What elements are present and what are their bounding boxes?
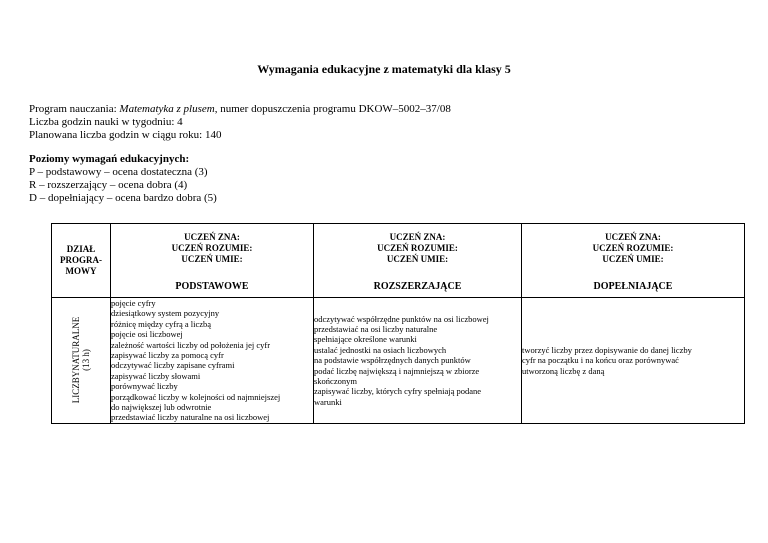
list-item: odczytywać współrzędne punktów na osi liczbowej: [314, 313, 489, 324]
page-title: Wymagania edukacyjne z matematyki dla klasy 5: [257, 62, 511, 76]
program-name: Matematyka z plusem: [119, 103, 215, 115]
list-item: utworzoną liczbę z daną: [522, 365, 605, 376]
list-item: różnicę między cyfrą a liczbą: [111, 318, 212, 329]
zna-line: UCZEŃ ROZUMIE:: [377, 242, 458, 253]
list-item: podać liczbę największą i najmniejszą w zbiorze: [314, 365, 480, 376]
list-item: skończonym: [314, 376, 357, 387]
zna-line: UCZEŃ UMIE:: [602, 253, 664, 264]
section-label: [71, 317, 91, 404]
list-item: do największej lub odwrotnie: [111, 402, 212, 413]
dzial-line: PROGRA-: [60, 255, 102, 265]
podstawowe-cell: [111, 298, 314, 424]
zna-block: [522, 228, 744, 265]
header-podstawowe: [111, 224, 314, 298]
level-item: P – podstawowy – ocena dostateczna (3): [29, 166, 208, 178]
section-cell: [52, 298, 111, 424]
list-item: zapisywać liczby, których cyfry spełniają podane: [314, 386, 482, 397]
list-item: porządkować liczby w kolejności od najmniejszej: [111, 391, 281, 402]
list-item: pojęcie osi liczbowej: [111, 329, 183, 340]
hours-year: Planowana liczba godzin w ciągu roku: 140: [29, 129, 222, 141]
levels-heading: Poziomy wymagań edukacyjnych:: [29, 153, 190, 165]
list-item: cyfr na początku i na końcu oraz porównywać: [522, 355, 679, 366]
zna-line: UCZEŃ ZNA:: [605, 231, 661, 242]
level-label: ROZSZERZAJĄCE: [373, 280, 462, 292]
list-item: spełniające określone warunki: [314, 334, 417, 345]
dzial-header: [52, 224, 111, 298]
list-item: przedstawiać na osi liczby naturalne: [314, 324, 438, 335]
list-item: odczytywać liczby zapisane cyframi: [111, 360, 235, 371]
header-dopelniajace: [522, 224, 745, 298]
zna-line: UCZEŃ UMIE:: [386, 253, 449, 264]
dzial-line: DZIAŁ: [66, 244, 96, 254]
list-item: tworzyć liczby przez dopisywanie do danej liczby: [522, 344, 692, 355]
zna-line: UCZEŃ ZNA:: [389, 231, 446, 242]
program-line: [29, 103, 451, 116]
program-info: [29, 103, 451, 142]
section-hours: (13 h): [81, 349, 91, 372]
zna-line: UCZEŃ UMIE:: [181, 253, 243, 264]
list-item: zapisywać liczby słowami: [111, 370, 201, 381]
requirements-table: [51, 223, 745, 424]
list-item: na podstawie współrzędnych danych punktów: [314, 355, 471, 366]
zna-block: [111, 228, 313, 265]
dopelniajace-cell: [522, 298, 745, 424]
hours-week: Liczba godzin nauki w tygodniu: 4: [29, 116, 183, 128]
table-row: [52, 298, 745, 424]
level-item: D – dopełniający – ocena bardzo dobra (5): [29, 192, 217, 204]
level-label: PODSTAWOWE: [175, 280, 249, 292]
list-item: przedstawiać liczby naturalne na osi liczbowej: [111, 412, 270, 423]
rozszerzajace-cell: [314, 298, 522, 424]
list-item: dziesiątkowy system pozycyjny: [111, 308, 220, 319]
program-suffix: , numer dopuszczenia programu DKOW–5002–37/08: [214, 103, 451, 115]
list-item: ustalać jednostki na osiach liczbowych: [314, 344, 447, 355]
zna-line: UCZEŃ ZNA:: [184, 231, 240, 242]
dzial-line: MOWY: [65, 266, 97, 276]
zna-line: UCZEŃ ROZUMIE:: [592, 242, 674, 253]
level-item: R – rozszerzający – ocena dobra (4): [29, 179, 188, 191]
table-header-row: [52, 224, 745, 298]
program-prefix: Program nauczania:: [29, 103, 120, 115]
header-rozszerzajace: [314, 224, 522, 298]
list-item: zależność wartości liczby od położenia jej cyfr: [111, 339, 271, 350]
list-item: zapisywać liczby za pomocą cyfr: [111, 350, 224, 361]
zna-block: [314, 228, 521, 265]
section-label-wrap: [52, 317, 110, 404]
section-name: LICZBYNATURALNE: [71, 317, 81, 404]
level-label: DOPEŁNIAJĄCE: [593, 280, 673, 292]
list-item: pojęcie cyfry: [111, 298, 156, 308]
list-item: porównywać liczby: [111, 381, 178, 392]
list-item: warunki: [314, 396, 342, 407]
zna-line: UCZEŃ ROZUMIE:: [171, 242, 253, 253]
levels-section: [29, 153, 217, 205]
